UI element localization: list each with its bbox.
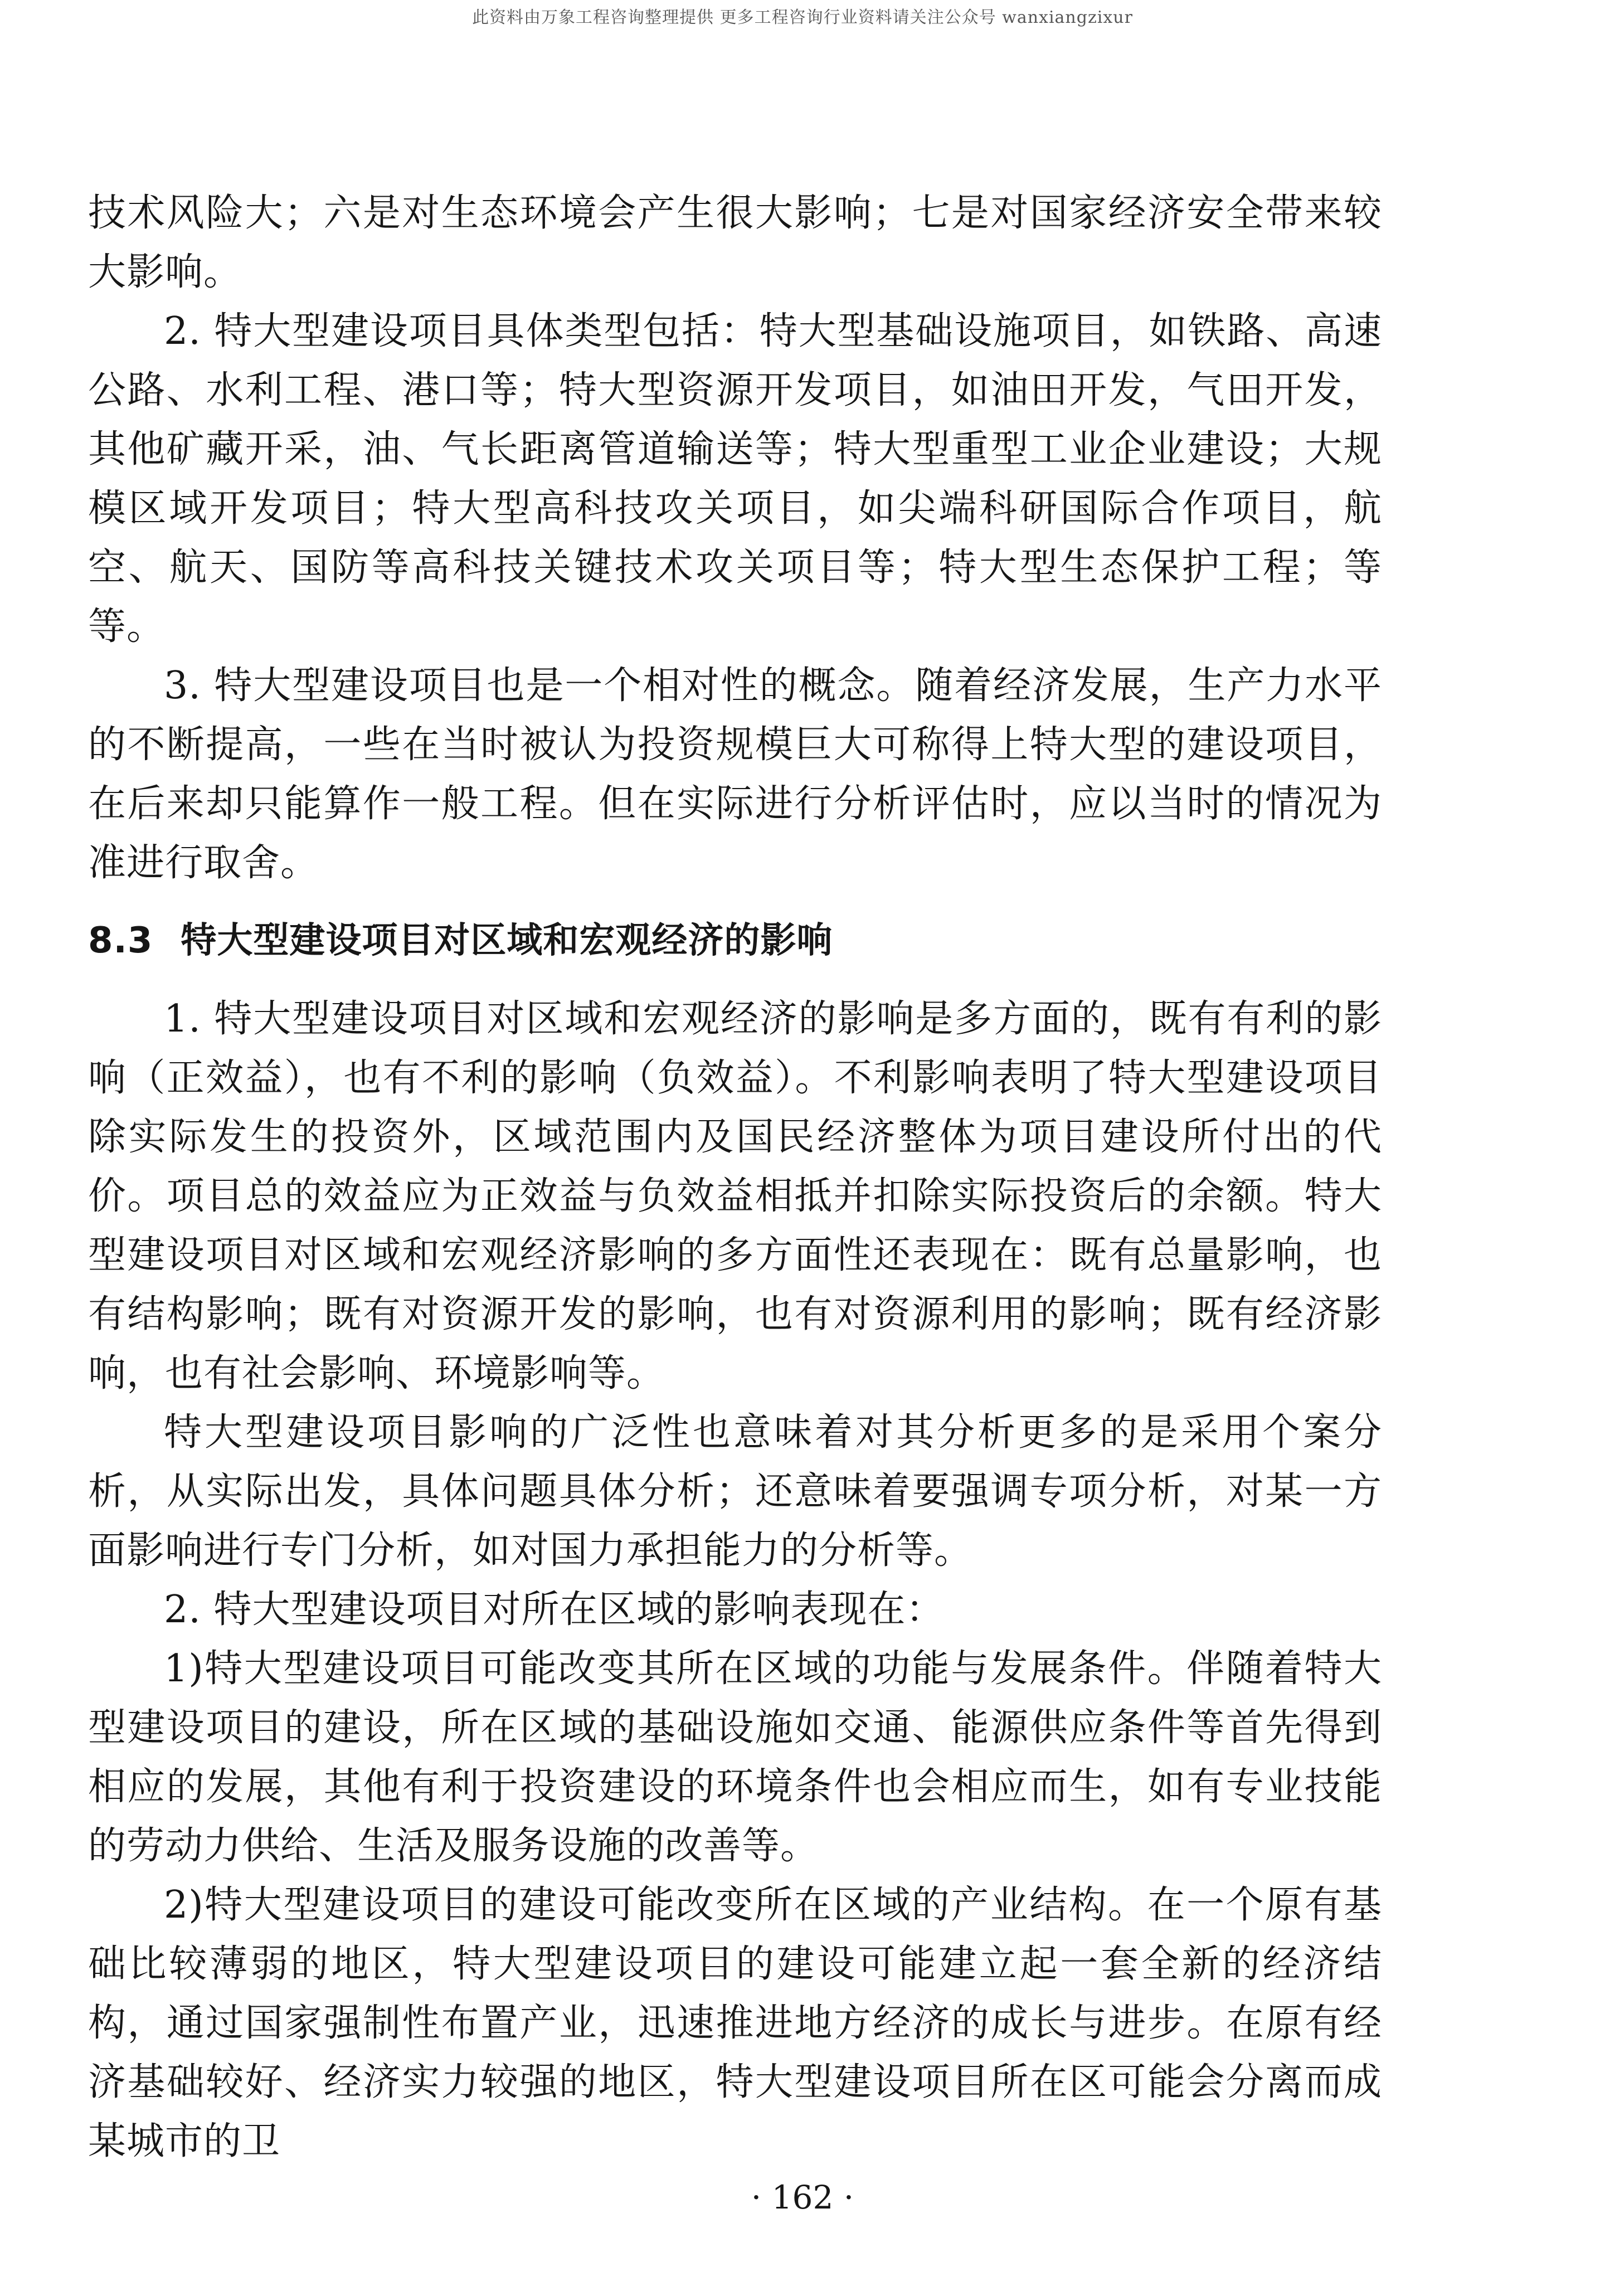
section-title: 特大型建设项目对区域和宏观经济的影响 xyxy=(181,920,833,961)
section-number: 8.3 xyxy=(88,920,153,961)
paragraph: 2. 特大型建设项目对所在区域的影响表现在： xyxy=(164,1588,945,1632)
section-heading xyxy=(88,913,1382,969)
paragraph: 2. 特大型建设项目具体类型包括：特大型基础设施项目，如铁路、高速公路、水利工程、港口等；特大型资源开发项目，如油田开发，气田开发，其他矿藏开采，油、气长距离管道输送等；特大型重型工业企业建设；大规模区域开发项目；特大型高科技攻关项目，如尖端科研国际合作项目，航空、航天、国防等高科技关键技术攻关项目等；特大型生态保护工程；等等。 xyxy=(88,309,1382,649)
header-note: 此资料由万象工程咨询整理提供 更多工程咨询行业资料请关注公众号 wanxiangzixur xyxy=(472,8,1133,27)
paragraph: 1)特大型建设项目可能改变其所在区域的功能与发展条件。伴随着特大型建设项目的建设，所在区域的基础设施如交通、能源供应条件等首先得到相应的发展，其他有利于投资建设的环境条件也会相应而生，如有专业技能的劳动力供给、生活及服务设施的改善等。 xyxy=(88,1647,1382,1868)
paragraph: 特大型建设项目影响的广泛性也意味着对其分析更多的是采用个案分析，从实际出发，具体问题具体分析；还意味着要强调专项分析，对某一方面影响进行专门分析，如对国力承担能力的分析等。 xyxy=(88,1410,1382,1573)
paragraph: 技术风险大；六是对生态环境会产生很大影响；七是对国家经济安全带来较大影响。 xyxy=(88,191,1382,294)
page-body xyxy=(88,184,1382,2171)
paragraph: 1. 特大型建设项目对区域和宏观经济的影响是多方面的，既有有利的影响（正效益），也有不利的影响（负效益）。不利影响表明了特大型建设项目除实际发生的投资外，区域范围内及国民经济整体为项目建设所付出的代价。项目总的效益应为正效益与负效益相抵并扣除实际投资后的余额。特大型建设项目对区域和宏观经济影响的多方面性还表现在：既有总量影响，也有结构影响；既有对资源开发的影响，也有对资源利用的影响；既有经济影响，也有社会影响、环境影响等。 xyxy=(88,997,1382,1395)
paragraph: 2)特大型建设项目的建设可能改变所在区域的产业结构。在一个原有基础比较薄弱的地区，特大型建设项目的建设可能建立起一套全新的经济结构，通过国家强制性布置产业，迅速推进地方经济的成长与进步。在原有经济基础较好、经济实力较强的地区，特大型建设项目所在区可能会分离而成某城市的卫 xyxy=(88,1883,1382,2163)
page-number: · 162 · xyxy=(751,2178,854,2216)
paragraph: 3. 特大型建设项目也是一个相对性的概念。随着经济发展，生产力水平的不断提高，一些在当时被认为投资规模巨大可称得上特大型的建设项目，在后来却只能算作一般工程。但在实际进行分析评估时，应以当时的情况为准进行取舍。 xyxy=(88,664,1382,885)
